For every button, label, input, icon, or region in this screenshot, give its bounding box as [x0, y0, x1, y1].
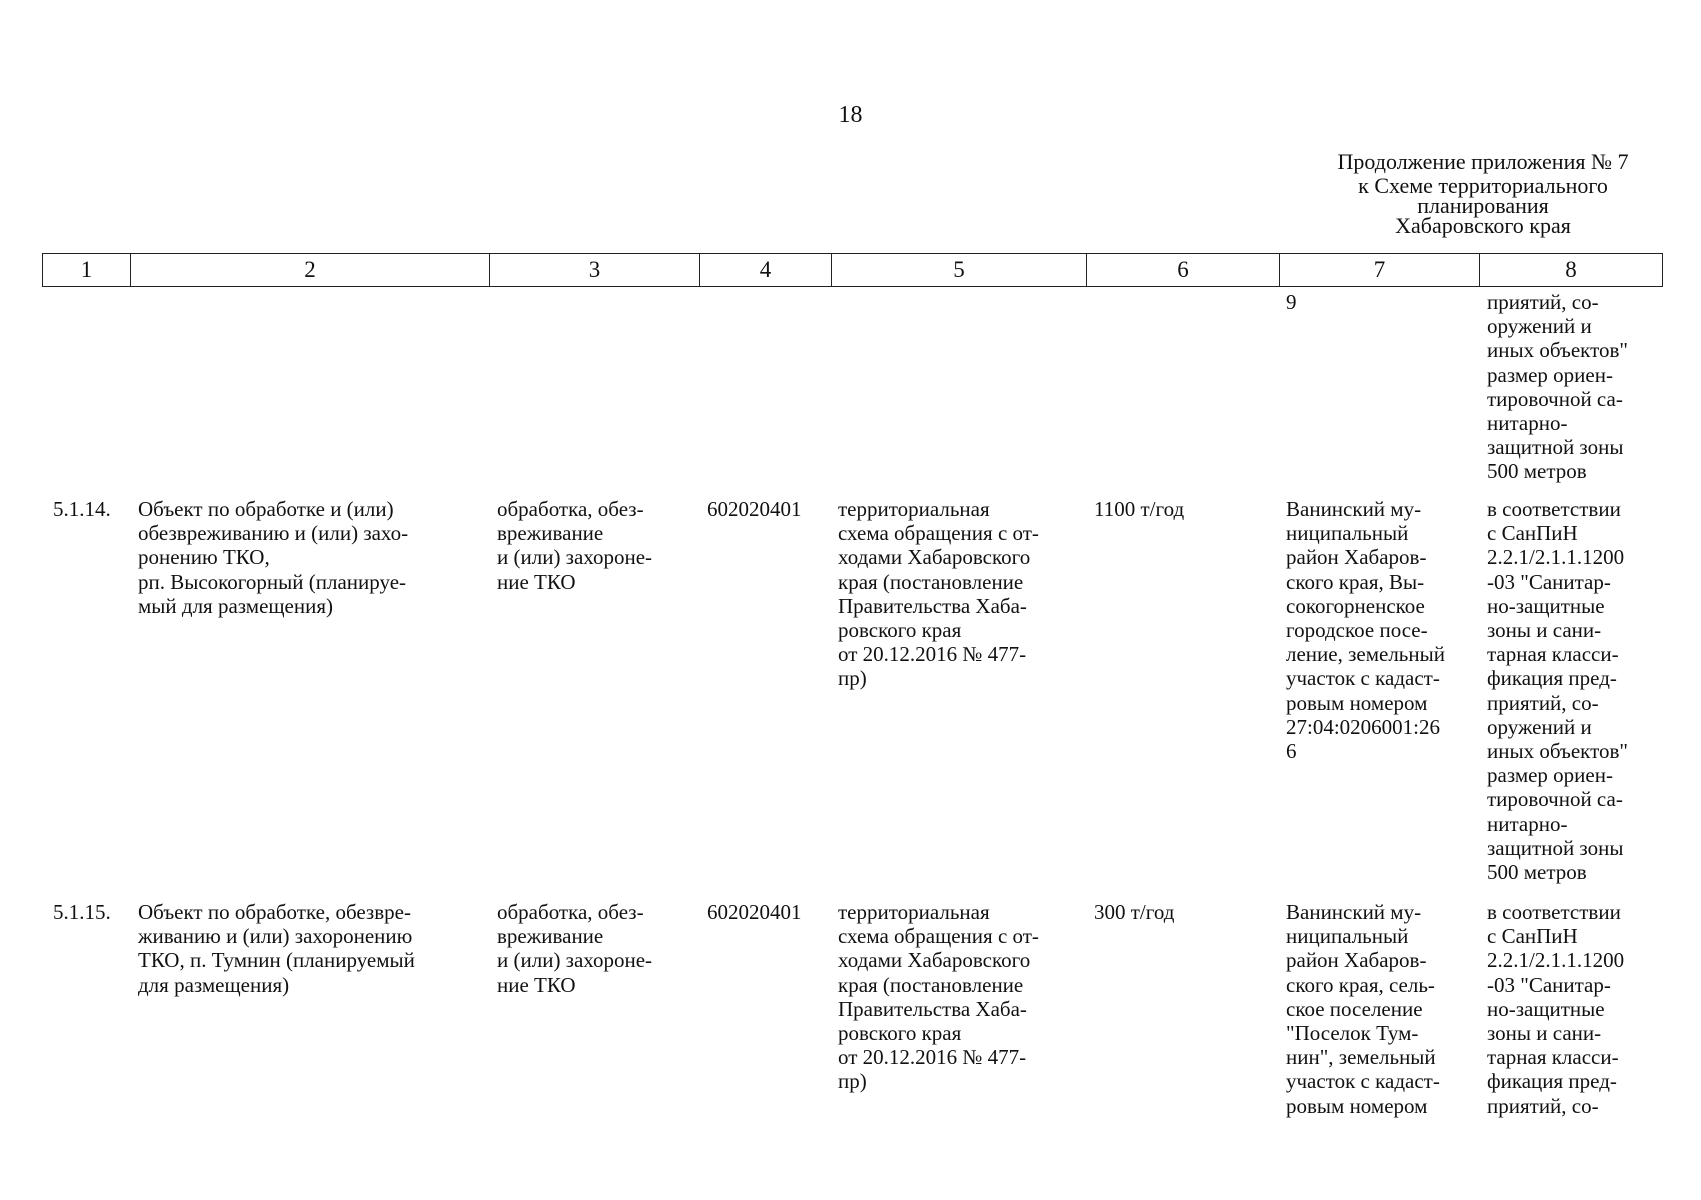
object-name: Объект по обработке и (или) обезвреживанию и (или) захо- ронению ТКО, рп. Высокогорный (планируе- мый для размещения): [138, 497, 409, 618]
object-code: 602020401: [707, 497, 802, 521]
row-number: 5.1.15.: [53, 900, 111, 924]
sanitary-zone: в соответствии с СанПиН 2.2.1/2.1.1.1200 -03 "Санитар- но-защитные зоны и сани- тарная класси- фикация пред- приятий, со- оружений и иных объектов" размер ориен- тировочной са- нитарно- защитной зоны 500 метров: [1487, 497, 1628, 885]
column-number-1: 1: [43, 254, 131, 287]
object-capacity: 1100 т/год: [1094, 497, 1185, 521]
column-number-header: [42, 253, 1663, 287]
column-number-2: 2: [131, 254, 490, 287]
object-basis: территориальная схема обращения с от- ходами Хабаровского края (постановление Правительства Хаба- ровского края от 20.12.2016 № 477- пр): [838, 497, 1039, 691]
object-location: Ванинский му- ниципальный район Хабаров- ского края, сель- ское поселение "Поселок Тум- нин", земельный участок с кадаст- ровым номером: [1286, 900, 1440, 1118]
column-number-3: 3: [490, 254, 700, 287]
annex-header-line1: Продолжение приложения № 7: [1337, 149, 1629, 174]
object-purpose: обработка, обез- вреживание и (или) захороне- ние ТКО: [497, 497, 653, 594]
annex-header-line2: к Схеме территориального: [1358, 173, 1608, 198]
column-number-5: 5: [832, 254, 1087, 287]
annex-header: [1318, 150, 1648, 238]
annex-header-line4: Хабаровского края: [1395, 213, 1571, 238]
continuation-zone-tail: приятий, со- оружений и иных объектов" размер ориен- тировочной са- нитарно- защитной зоны 500 метров: [1487, 290, 1628, 484]
continuation-location-tail: 9: [1286, 290, 1297, 314]
column-number-4: 4: [700, 254, 832, 287]
object-location: Ванинский му- ниципальный район Хабаров- ского края, Вы- сокогорненское городское посе- ление, земельный участок с кадаст- ровым номером 27:04:0206001:26 6: [1286, 497, 1445, 764]
annex-header-line3: планирования: [1417, 193, 1549, 218]
column-number-8: 8: [1480, 254, 1663, 287]
row-number: 5.1.14.: [53, 497, 111, 521]
object-name: Объект по обработке, обезвре- живанию и (или) захоронению ТКО, п. Тумнин (планируемый для размещения): [138, 900, 415, 997]
object-capacity: 300 т/год: [1094, 900, 1175, 924]
object-code: 602020401: [707, 900, 802, 924]
column-number-6: 6: [1087, 254, 1280, 287]
sanitary-zone: в соответствии с СанПиН 2.2.1/2.1.1.1200 -03 "Санитар- но-защитные зоны и сани- тарная класси- фикация пред- приятий, со-: [1487, 900, 1625, 1118]
object-basis: территориальная схема обращения с от- ходами Хабаровского края (постановление Правительства Хаба- ровского края от 20.12.2016 № 477- пр): [838, 900, 1039, 1094]
object-purpose: обработка, обез- вреживание и (или) захороне- ние ТКО: [497, 900, 653, 997]
column-number-7: 7: [1280, 254, 1480, 287]
page-number: 18: [838, 102, 863, 128]
